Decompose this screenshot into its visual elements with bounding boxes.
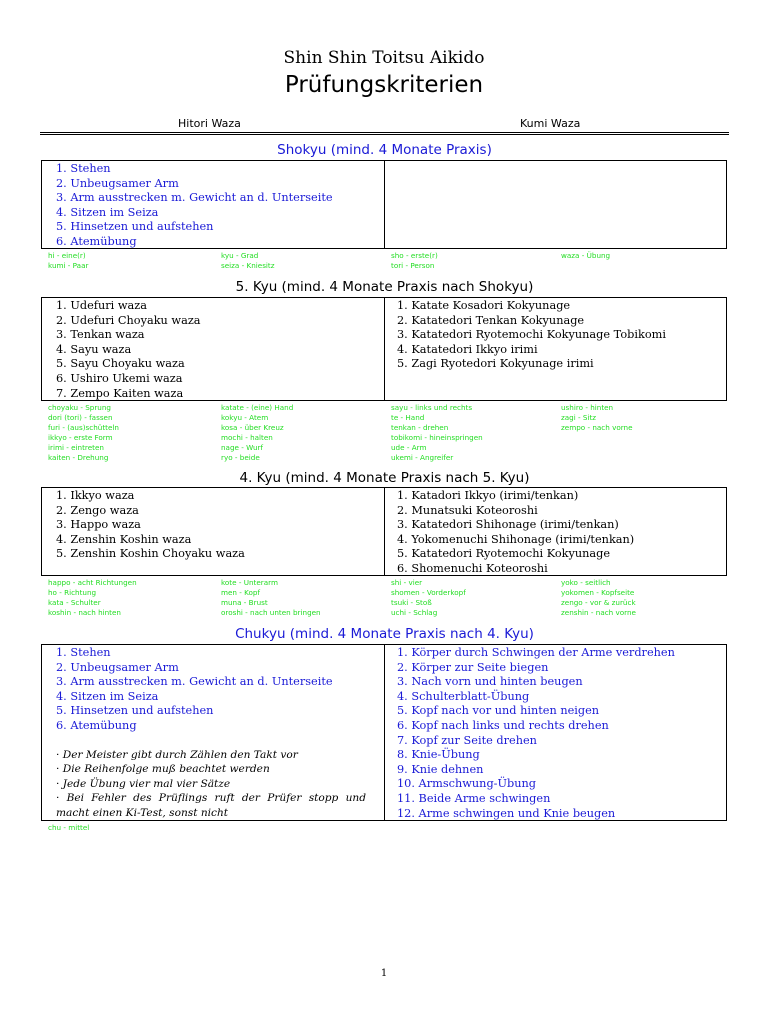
glossary-term: kosa - über Kreuz <box>221 423 284 432</box>
glossary-term: ukemi - Angreifer <box>391 453 454 462</box>
glossary-row <box>48 453 728 463</box>
hitori-waza-item: 1. Udefuri waza <box>56 299 147 312</box>
hitori-waza-item: 5. Sayu Choyaku waza <box>56 357 185 371</box>
glossary-shokyu <box>48 251 728 271</box>
hitori-waza-list <box>56 646 376 821</box>
glossary-term: yoko - seitlich <box>561 578 611 587</box>
section-box-4-kyu <box>41 487 727 576</box>
glossary-term: waza - Übung <box>561 251 611 260</box>
glossary-row <box>48 423 728 433</box>
glossary-term: kumi - Paar <box>48 261 89 270</box>
glossary-row <box>48 443 728 453</box>
glossary-term: zagi - Sitz <box>561 413 597 422</box>
kumi-waza-item: 5. Zagi Ryotedori Kokyunage irimi <box>397 357 594 371</box>
kumi-waza-item: 1. Katate Kosadori Kokyunage <box>397 299 571 312</box>
kumi-waza-item: 3. Katatedori Shihonage (irimi/tenkan) <box>397 518 619 532</box>
hitori-waza-item: 5. Hinsetzen und aufstehen <box>56 704 214 718</box>
kumi-waza-item: 3. Katatedori Ryotemochi Kokyunage Tobikomi <box>397 328 666 342</box>
column-divider <box>384 645 385 820</box>
glossary-term: uchi - Schlag <box>391 608 438 617</box>
glossary-term: sayu - links und rechts <box>391 403 473 412</box>
glossary-row <box>48 588 728 598</box>
hitori-waza-item: 6. Ushiro Ukemi waza <box>56 371 183 385</box>
glossary-term: kokyu - Atem <box>221 413 269 422</box>
glossary-term: shomen - Vorderkopf <box>391 588 466 597</box>
glossary-term: hi - eine(r) <box>48 251 86 260</box>
glossary-term: kaiten - Drehung <box>48 453 109 462</box>
kumi-waza-list <box>397 489 722 577</box>
glossary-term: dori (tori) - fassen <box>48 413 113 422</box>
glossary-term: kata - Schulter <box>48 598 101 607</box>
glossary-term: kote - Unterarm <box>221 578 278 587</box>
hitori-waza-item: 3. Happo waza <box>56 518 141 532</box>
hitori-waza-item: 2. Unbeugsamer Arm <box>56 660 179 674</box>
glossary-term: mochi - halten <box>221 433 273 442</box>
glossary-term: tobikomi - hineinspringen <box>391 433 483 442</box>
glossary-term: ikkyo - erste Form <box>48 433 113 442</box>
glossary-term: chu - mittel <box>48 823 90 832</box>
kumi-waza-item: 6. Shomenuchi Koteoroshi <box>397 561 548 575</box>
column-divider <box>384 488 385 575</box>
hitori-waza-item: 3. Arm ausstrecken m. Gewicht an d. Unterseite <box>56 191 333 205</box>
glossary-row <box>48 261 728 271</box>
glossary-term: furi - (aus)schütteln <box>48 423 119 432</box>
glossary-term: zempo - nach vorne <box>561 423 633 432</box>
kumi-waza-item: 4. Katatedori Ikkyo irimi <box>397 342 538 356</box>
section-title-4-kyu: 4. Kyu (mind. 4 Monate Praxis nach 5. Kyu) <box>239 470 530 486</box>
kumi-waza-item: 1. Körper durch Schwingen der Arme verdrehen <box>397 646 675 659</box>
glossary-term: te - Hand <box>391 413 425 422</box>
glossary-chukyu <box>48 823 728 833</box>
hitori-waza-item: 6. Atemübung <box>56 718 137 732</box>
hitori-waza-item: 7. Zempo Kaiten waza <box>56 386 184 400</box>
glossary-term: sho - erste(r) <box>391 251 438 260</box>
glossary-row <box>48 433 728 443</box>
column-divider <box>384 161 385 248</box>
section-box-shokyu <box>41 160 727 249</box>
kumi-waza-item: 5. Katatedori Ryotemochi Kokyunage <box>397 547 611 561</box>
hitori-waza-item: 5. Hinsetzen und aufstehen <box>56 220 214 234</box>
hitori-waza-item: 2. Zengo waza <box>56 503 139 517</box>
glossary-term: kyu - Grad <box>221 251 259 260</box>
glossary-term: seiza - Kniesitz <box>221 261 275 270</box>
glossary-row <box>48 608 728 618</box>
glossary-term: oroshi - nach unten bringen <box>221 608 321 617</box>
hitori-waza-item: 2. Unbeugsamer Arm <box>56 176 179 190</box>
page-number: 1 <box>380 968 388 979</box>
glossary-term: zengo - vor & zurück <box>561 598 636 607</box>
hitori-waza-item: 3. Arm ausstrecken m. Gewicht an d. Unterseite <box>56 675 333 689</box>
glossary-term: tenkan - drehen <box>391 423 449 432</box>
hitori-waza-item: 4. Sitzen im Seiza <box>56 689 159 703</box>
document-subtitle: Prüfungskriterien <box>284 72 484 98</box>
glossary-row <box>48 251 728 261</box>
glossary-term: happo - acht Richtungen <box>48 578 137 587</box>
hitori-waza-item: 5. Zenshin Koshin Choyaku waza <box>56 547 245 561</box>
glossary-term: shi - vier <box>391 578 423 587</box>
header-rule <box>40 132 729 135</box>
column-divider <box>384 298 385 400</box>
hitori-waza-item: 4. Sitzen im Seiza <box>56 205 159 219</box>
kumi-waza-item: 8. Knie-Übung <box>397 748 480 762</box>
kumi-waza-list <box>397 646 722 821</box>
glossary-term: irimi - eintreten <box>48 443 104 452</box>
glossary-term: men - Kopf <box>221 588 260 597</box>
kumi-waza-item: 6. Kopf nach links und rechts drehen <box>397 718 609 732</box>
section-box-5-kyu <box>41 297 727 401</box>
kumi-waza-item: 3. Nach vorn und hinten beugen <box>397 675 583 689</box>
kumi-waza-item: 9. Knie dehnen <box>397 762 484 776</box>
glossary-term: koshin - nach hinten <box>48 608 121 617</box>
exam-note: · Bei Fehler des Prüflings ruft der Prüfer stopp und <box>56 792 366 805</box>
hitori-waza-list <box>56 299 376 401</box>
exam-note: macht einen Ki-Test, sonst nicht <box>56 806 229 819</box>
section-box-chukyu <box>41 644 727 821</box>
glossary-row <box>48 403 728 413</box>
hitori-waza-list <box>56 489 376 562</box>
kumi-waza-list <box>397 299 722 372</box>
hitori-waza-item: 6. Atemübung <box>56 234 137 248</box>
glossary-term: katate - (eine) Hand <box>221 403 294 412</box>
kumi-waza-item: 4. Yokomenuchi Shihonage (irimi/tenkan) <box>397 532 635 546</box>
glossary-term: tori - Person <box>391 261 435 270</box>
kumi-waza-item: 2. Katatedori Tenkan Kokyunage <box>397 313 585 327</box>
glossary-5-kyu <box>48 403 728 463</box>
hitori-waza-item: 1. Stehen <box>56 646 111 659</box>
hitori-waza-list <box>56 162 376 250</box>
glossary-term: ryo - beide <box>221 453 260 462</box>
glossary-term: nage - Wurf <box>221 443 263 452</box>
glossary-term: choyaku - Sprung <box>48 403 111 412</box>
exam-note: · Jede Übung vier mal vier Sätze <box>56 777 231 790</box>
glossary-row <box>48 823 728 833</box>
hitori-waza-item: 4. Sayu waza <box>56 342 132 356</box>
glossary-row <box>48 598 728 608</box>
glossary-term: yokomen - Kopfseite <box>561 588 635 597</box>
glossary-term: ude - Arm <box>391 443 427 452</box>
kumi-waza-item: 4. Schulterblatt-Übung <box>397 689 530 703</box>
kumi-waza-item: 2. Körper zur Seite biegen <box>397 660 549 674</box>
kumi-waza-item: 11. Beide Arme schwingen <box>397 791 551 805</box>
kumi-waza-item: 5. Kopf nach vor und hinten neigen <box>397 704 600 718</box>
glossary-row <box>48 578 728 588</box>
document-title: Shin Shin Toitsu Aikido <box>283 48 485 68</box>
section-title-shokyu: Shokyu (mind. 4 Monate Praxis) <box>277 142 492 158</box>
kumi-waza-item: 12. Arme schwingen und Knie beugen <box>397 806 616 820</box>
column-header-hitori: Hitori Waza <box>178 117 241 130</box>
glossary-term: ho - Richtung <box>48 588 97 597</box>
glossary-term: ushiro - hinten <box>561 403 614 412</box>
exam-note: · Der Meister gibt durch Zählen den Takt vor <box>56 748 298 761</box>
section-title-5-kyu: 5. Kyu (mind. 4 Monate Praxis nach Shokyu) <box>235 279 534 295</box>
kumi-waza-item: 1. Katadori Ikkyo (irimi/tenkan) <box>397 489 579 502</box>
glossary-term: muna - Brust <box>221 598 268 607</box>
glossary-4-kyu <box>48 578 728 618</box>
exam-note: · Die Reihenfolge muß beachtet werden <box>56 763 270 776</box>
kumi-waza-item: 2. Munatsuki Koteoroshi <box>397 503 538 517</box>
kumi-waza-item: 10. Armschwung-Übung <box>397 777 537 791</box>
column-header-kumi: Kumi Waza <box>520 117 581 130</box>
hitori-waza-item: 4. Zenshin Koshin waza <box>56 532 192 546</box>
section-title-chukyu: Chukyu (mind. 4 Monate Praxis nach 4. Kyu) <box>235 626 534 642</box>
hitori-waza-item: 3. Tenkan waza <box>56 328 145 342</box>
hitori-waza-item: 1. Stehen <box>56 162 111 175</box>
glossary-row <box>48 413 728 423</box>
hitori-waza-item: 1. Ikkyo waza <box>56 489 135 502</box>
glossary-term: zenshin - nach vorne <box>561 608 636 617</box>
hitori-waza-item: 2. Udefuri Choyaku waza <box>56 313 201 327</box>
glossary-term: tsuki - Stoß <box>391 598 432 607</box>
kumi-waza-item: 7. Kopf zur Seite drehen <box>397 733 537 747</box>
